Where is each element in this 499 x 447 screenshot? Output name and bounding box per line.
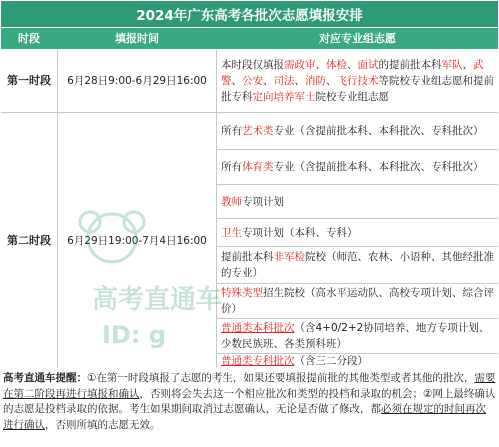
reminder-note-2-emphasis: 必须在规定的时间再次进行确认 [3, 403, 486, 431]
reminder-label: 高考直通车提醒 [3, 372, 77, 384]
reminder-note-2a: ②网上最终确认的志愿是投档录取的依据。考生如果期间取消过志愿确认，无论是否做了修改，都 [3, 387, 496, 415]
reminder-note-1a: ①在第一时段填报了志愿的考生，如果还要填报提前批的其他类型或者其他的批次， [87, 372, 475, 384]
reminder-note-2b: ，否则所填的志愿无效。 [45, 418, 161, 431]
period2-row-sports: 所有体育类专业（含提前批本科、本科批次、专科批次） [217, 150, 498, 184]
period2-row-teacher: 教师专项计划 [217, 185, 498, 218]
period2-row-non-military: 提前批本科非军检院校（师范、农林、小语种、其他经批准的专业） [217, 247, 498, 283]
header-groups: 对应专业组志愿 [319, 32, 396, 45]
period2-name: 第二时段 [1, 113, 57, 368]
period2-row-college: 普通类专科批次（含三二分段） [217, 354, 498, 368]
reminder-notes: 高考直通车提醒：①在第一时段填报了志愿的考生，如果还要填报提前批的其他类型或者其他的批次，需要在第二阶段再进行填报和确认，否则将会失去这一个相应批次和类型的投档和录取的机会；②网上最终确认的志愿是投档录取的依据。考生如果期间取消过志愿确认，无论是否做了修改，都必须在规定的时间再次进行确认，否则所填的志愿无效。 [3, 372, 496, 431]
period1-name: 第一时段 [1, 50, 57, 112]
watermark-line1: 高考直通车 [92, 285, 223, 315]
period1-time: 6月28日9:00-6月29日16:00 [58, 50, 216, 112]
period2-row-special-type: 特殊类型招生院校（高水平运动队、高校专项计划、综合评价） [217, 284, 498, 318]
period1-description: 本时段仅填报需政审、体检、面试的提前批本科军队、武警、公安、司法、消防、飞行技术等院校专业组志愿和提前批专科定向培养军士院校专业组志愿 [217, 50, 498, 112]
header-period: 时段 [18, 32, 40, 45]
schedule-table-lower [217, 284, 498, 368]
header-time: 填报时间 [115, 32, 159, 45]
page-title: 2024年广东高考各批次志愿填报安排 [1, 1, 498, 27]
reminder-note-1-emphasis: 需要在第二阶段再进行填报和确认 [3, 372, 496, 400]
period2-row-art: 所有艺术类专业（含提前批本科、本科批次、专科批次） [217, 113, 498, 149]
period2-row-health: 卫生专项计划（本科、专科） [217, 219, 498, 246]
reminder-note-1b: ，否则将会失去这一个相应批次和类型的投档和录取的机会； [139, 387, 423, 400]
period2-time: 6月29日19:00-7月4日16:00 [58, 113, 216, 368]
table-header-row [1, 28, 498, 49]
period2-row-undergrad: 普通类本科批次（含4+0/2+2协同培养、地方专项计划、少数民族班、各类预科班） [217, 319, 498, 353]
watermark-line2: ID: g [102, 321, 166, 349]
